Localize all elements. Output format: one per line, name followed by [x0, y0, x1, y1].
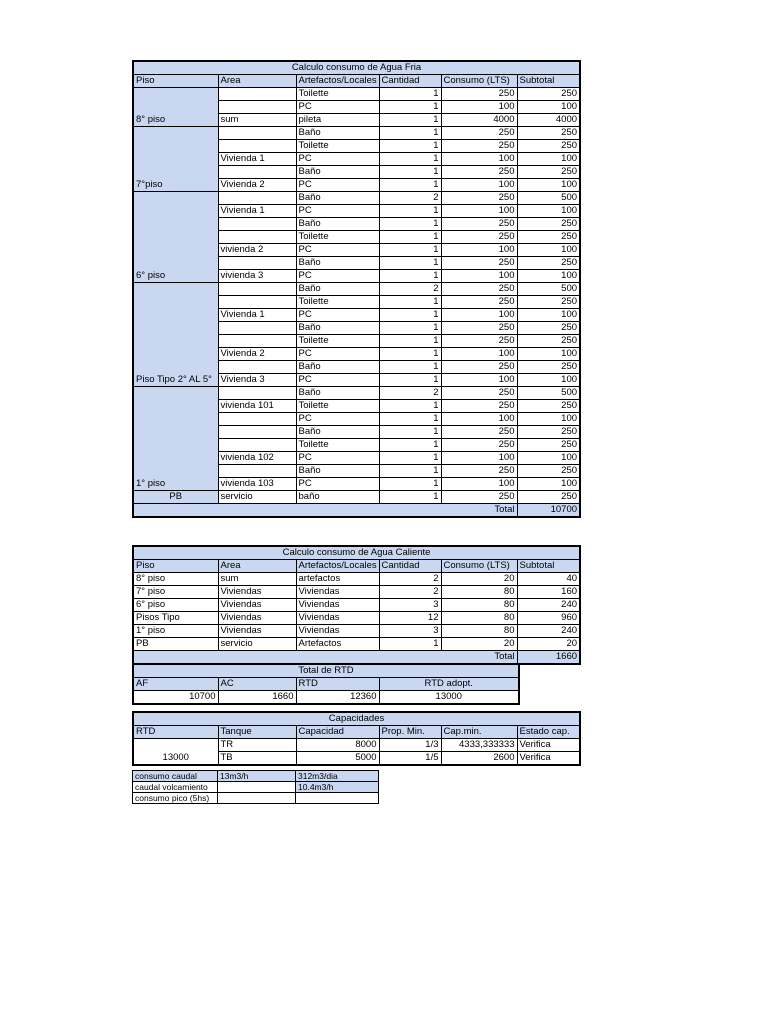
estado-cap-cell: Verifica [517, 752, 580, 766]
piso-cell: Pisos Tipo [133, 612, 218, 625]
consumo-cell: 250 [441, 257, 517, 270]
consumo-cell: 4000 [441, 114, 517, 127]
subtotal-cell: 250 [517, 140, 580, 153]
agua-fria-body [133, 61, 580, 517]
piso-cell: Piso Tipo 2° AL 5° [133, 283, 218, 387]
tanque-cell: TR [218, 739, 296, 752]
subtotal-cell: 250 [517, 166, 580, 179]
piso-cell: 8° piso [133, 573, 218, 586]
artefacto-cell: Baño [296, 166, 379, 179]
header-subtotal: Subtotal [517, 75, 580, 88]
header-estado-cap: Estado cap. [517, 726, 580, 739]
piso-cell: 6° piso [133, 192, 218, 283]
piso-cell: 1° piso [133, 625, 218, 638]
agua-fria-table [132, 60, 581, 518]
caudal-value-2: 312m3/dia [296, 771, 379, 782]
area-cell [218, 166, 296, 179]
subtotal-cell: 250 [517, 257, 580, 270]
cantidad-cell: 2 [379, 387, 441, 400]
caudal-label: caudal volcamiento [133, 782, 218, 793]
header-consumo: Consumo (LTS) [441, 560, 517, 573]
capacidades-table [132, 711, 581, 766]
artefacto-cell: Viviendas [296, 599, 379, 612]
artefacto-cell: Baño [296, 361, 379, 374]
table-row [133, 491, 580, 504]
artefacto-cell: Toilette [296, 296, 379, 309]
artefacto-cell: Viviendas [296, 586, 379, 599]
area-cell [218, 127, 296, 140]
header-piso: Piso [133, 560, 218, 573]
consumo-cell: 250 [441, 127, 517, 140]
header-consumo: Consumo (LTS) [441, 75, 517, 88]
cantidad-cell: 1 [379, 426, 441, 439]
header-artefactos: Artefactos/Locales [296, 560, 379, 573]
area-cell: servicio [218, 491, 296, 504]
subtotal-cell: 250 [517, 127, 580, 140]
area-cell [218, 465, 296, 478]
agua-caliente-table [132, 545, 581, 665]
subtotal-cell: 250 [517, 439, 580, 452]
area-cell: Vivienda 1 [218, 309, 296, 322]
piso-cell: PB [133, 491, 218, 504]
cantidad-cell: 3 [379, 625, 441, 638]
table-row [133, 88, 580, 101]
area-cell: Vivienda 1 [218, 205, 296, 218]
prop-min-cell: 1/3 [379, 739, 441, 752]
subtotal-cell: 250 [517, 335, 580, 348]
area-cell: Vivienda 1 [218, 153, 296, 166]
artefacto-cell: PC [296, 205, 379, 218]
cap-min-cell: 4333,333333 [441, 739, 517, 752]
subtotal-cell: 100 [517, 244, 580, 257]
area-cell [218, 335, 296, 348]
cantidad-cell: 1 [379, 205, 441, 218]
subtotal-cell: 100 [517, 413, 580, 426]
subtotal-cell: 160 [517, 586, 580, 599]
subtotal-cell: 100 [517, 205, 580, 218]
table-row [133, 612, 580, 625]
subtotal-cell: 500 [517, 283, 580, 296]
caudal-value-2 [296, 793, 379, 804]
subtotal-cell: 100 [517, 153, 580, 166]
artefacto-cell: Baño [296, 218, 379, 231]
artefacto-cell: PC [296, 478, 379, 491]
header-cap-min: Cap.min. [441, 726, 517, 739]
area-cell: Viviendas [218, 586, 296, 599]
area-cell: Viviendas [218, 625, 296, 638]
cantidad-cell: 1 [379, 491, 441, 504]
consumo-cell: 100 [441, 153, 517, 166]
consumo-cell: 100 [441, 413, 517, 426]
subtotal-cell: 100 [517, 452, 580, 465]
artefacto-cell: baño [296, 491, 379, 504]
agua-fria-title: Calculo consumo de Agua Fria [133, 61, 580, 75]
consumo-cell: 250 [441, 322, 517, 335]
consumo-cell: 20 [441, 573, 517, 586]
artefacto-cell: Toilette [296, 88, 379, 101]
area-cell [218, 387, 296, 400]
table-row [133, 573, 580, 586]
subtotal-cell: 250 [517, 218, 580, 231]
subtotal-cell: 240 [517, 625, 580, 638]
subtotal-cell: 100 [517, 101, 580, 114]
area-cell: Viviendas [218, 599, 296, 612]
header-af: AF [133, 678, 218, 691]
agua-caliente-body [133, 546, 580, 664]
artefacto-cell: PC [296, 179, 379, 192]
rtd-title: Total de RTD [133, 664, 519, 678]
caudal-value-1 [218, 782, 296, 793]
consumo-cell: 250 [441, 465, 517, 478]
area-cell: vivienda 2 [218, 244, 296, 257]
header-rtd: RTD [296, 678, 379, 691]
cantidad-cell: 2 [379, 283, 441, 296]
table-row [133, 625, 580, 638]
caudal-value-1 [218, 793, 296, 804]
area-cell [218, 231, 296, 244]
area-cell: vivienda 102 [218, 452, 296, 465]
artefacto-cell: Toilette [296, 231, 379, 244]
artefacto-cell: Baño [296, 387, 379, 400]
area-cell [218, 426, 296, 439]
artefacto-cell: Baño [296, 322, 379, 335]
area-cell: vivienda 3 [218, 270, 296, 283]
capacidades-header-row [133, 726, 580, 739]
piso-cell: 6° piso [133, 599, 218, 612]
consumo-cell: 250 [441, 88, 517, 101]
consumo-cell: 250 [441, 400, 517, 413]
artefacto-cell: Baño [296, 257, 379, 270]
area-cell [218, 361, 296, 374]
consumo-cell: 100 [441, 179, 517, 192]
area-cell [218, 218, 296, 231]
artefacto-cell: Toilette [296, 140, 379, 153]
total-row [133, 504, 580, 518]
artefacto-cell: Toilette [296, 335, 379, 348]
table-row [133, 771, 379, 782]
header-rtd: RTD [133, 726, 218, 739]
artefacto-cell: PC [296, 153, 379, 166]
cantidad-cell: 1 [379, 452, 441, 465]
subtotal-cell: 100 [517, 309, 580, 322]
consumo-cell: 100 [441, 309, 517, 322]
subtotal-cell: 100 [517, 478, 580, 491]
consumo-cell: 100 [441, 452, 517, 465]
artefacto-cell: Toilette [296, 439, 379, 452]
total-label: Total [133, 651, 517, 665]
header-ac: AC [218, 678, 296, 691]
capacidad-cell: 5000 [296, 752, 379, 766]
artefacto-cell: Viviendas [296, 625, 379, 638]
subtotal-cell: 250 [517, 426, 580, 439]
cantidad-cell: 1 [379, 413, 441, 426]
cantidad-cell: 1 [379, 465, 441, 478]
rtd-ac-value: 1660 [218, 691, 296, 705]
consumo-cell: 80 [441, 599, 517, 612]
cantidad-cell: 1 [379, 348, 441, 361]
piso-cell: PB [133, 638, 218, 651]
area-cell: vivienda 101 [218, 400, 296, 413]
subtotal-cell: 100 [517, 270, 580, 283]
cantidad-cell: 1 [379, 361, 441, 374]
subtotal-cell: 500 [517, 387, 580, 400]
piso-cell: 7° piso [133, 586, 218, 599]
header-cantidad: Cantidad [379, 75, 441, 88]
cantidad-cell: 1 [379, 153, 441, 166]
total-value: 10700 [517, 504, 580, 518]
area-cell: Vivienda 2 [218, 348, 296, 361]
caudal-label: consumo caudal [133, 771, 218, 782]
table-row [133, 793, 379, 804]
artefacto-cell: Baño [296, 192, 379, 205]
consumo-cell: 250 [441, 491, 517, 504]
area-cell: sum [218, 114, 296, 127]
area-cell [218, 439, 296, 452]
cantidad-cell: 1 [379, 140, 441, 153]
consumo-cell: 250 [441, 335, 517, 348]
cantidad-cell: 1 [379, 322, 441, 335]
rtd-header-row [133, 678, 519, 691]
subtotal-cell: 960 [517, 612, 580, 625]
subtotal-cell: 100 [517, 374, 580, 387]
cap-min-cell: 2600 [441, 752, 517, 766]
agua-caliente-title: Calculo consumo de Agua Caliente [133, 546, 580, 560]
capacidades-rtd-value: 13000 [133, 739, 218, 766]
table-row [133, 283, 580, 296]
rtd-values-row [133, 691, 519, 705]
subtotal-cell: 250 [517, 400, 580, 413]
piso-cell: 8° piso [133, 88, 218, 127]
subtotal-cell: 250 [517, 361, 580, 374]
rtd-total-value: 12360 [296, 691, 379, 705]
consumo-cell: 100 [441, 244, 517, 257]
table-row [133, 387, 580, 400]
table-row [133, 192, 580, 205]
artefacto-cell: PC [296, 101, 379, 114]
cantidad-cell: 12 [379, 612, 441, 625]
cantidad-cell: 1 [379, 309, 441, 322]
artefacto-cell: Baño [296, 283, 379, 296]
consumo-cell: 250 [441, 192, 517, 205]
area-cell [218, 257, 296, 270]
cantidad-cell: 2 [379, 586, 441, 599]
piso-cell: 7°piso [133, 127, 218, 192]
subtotal-cell: 250 [517, 322, 580, 335]
cantidad-cell: 1 [379, 257, 441, 270]
header-artefactos: Artefactos/Locales [296, 75, 379, 88]
consumo-cell: 250 [441, 296, 517, 309]
area-cell: servicio [218, 638, 296, 651]
table-row [133, 739, 580, 752]
estado-cap-cell: Verifica [517, 739, 580, 752]
subtotal-cell: 250 [517, 88, 580, 101]
cantidad-cell: 1 [379, 478, 441, 491]
header-prop-min: Prop. Min. [379, 726, 441, 739]
consumo-cell: 100 [441, 348, 517, 361]
cantidad-cell: 1 [379, 218, 441, 231]
cantidad-cell: 1 [379, 400, 441, 413]
consumo-cell: 250 [441, 218, 517, 231]
cantidad-cell: 1 [379, 231, 441, 244]
rtd-table [132, 663, 520, 705]
rtd-adopt-value: 13000 [379, 691, 519, 705]
subtotal-cell: 250 [517, 491, 580, 504]
cantidad-cell: 1 [379, 439, 441, 452]
caudal-value-2: 10.4m3/h [296, 782, 379, 793]
subtotal-cell: 20 [517, 638, 580, 651]
cantidad-cell: 1 [379, 244, 441, 257]
area-cell: Vivienda 3 [218, 374, 296, 387]
area-cell: sum [218, 573, 296, 586]
table-row [133, 127, 580, 140]
area-cell: Vivienda 2 [218, 179, 296, 192]
header-area: Area [218, 560, 296, 573]
header-tanque: Tanque [218, 726, 296, 739]
subtotal-cell: 100 [517, 179, 580, 192]
header-capacidad: Capacidad [296, 726, 379, 739]
consumo-cell: 250 [441, 387, 517, 400]
cantidad-cell: 1 [379, 179, 441, 192]
cantidad-cell: 1 [379, 114, 441, 127]
agua-caliente-header-row [133, 560, 580, 573]
caudal-table [132, 770, 379, 804]
table-row [133, 586, 580, 599]
table-row [133, 599, 580, 612]
cantidad-cell: 2 [379, 573, 441, 586]
cantidad-cell: 1 [379, 270, 441, 283]
area-cell [218, 296, 296, 309]
area-cell [218, 140, 296, 153]
header-cantidad: Cantidad [379, 560, 441, 573]
total-label: Total [133, 504, 517, 518]
cantidad-cell: 1 [379, 638, 441, 651]
area-cell: vivienda 103 [218, 478, 296, 491]
table-row [133, 782, 379, 793]
subtotal-cell: 250 [517, 296, 580, 309]
total-row [133, 651, 580, 665]
caudal-label: consumo pico (5hs) [133, 793, 218, 804]
subtotal-cell: 250 [517, 231, 580, 244]
area-cell [218, 88, 296, 101]
artefacto-cell: PC [296, 309, 379, 322]
consumo-cell: 100 [441, 205, 517, 218]
consumo-cell: 250 [441, 426, 517, 439]
area-cell [218, 413, 296, 426]
area-cell [218, 322, 296, 335]
table-row [133, 638, 580, 651]
area-cell [218, 101, 296, 114]
consumo-cell: 250 [441, 361, 517, 374]
capacidad-cell: 8000 [296, 739, 379, 752]
artefacto-cell: Baño [296, 465, 379, 478]
artefacto-cell: Viviendas [296, 612, 379, 625]
consumo-cell: 250 [441, 166, 517, 179]
piso-cell: 1° piso [133, 387, 218, 491]
artefacto-cell: PC [296, 374, 379, 387]
header-area: Area [218, 75, 296, 88]
artefacto-cell: PC [296, 452, 379, 465]
tanque-cell: TB [218, 752, 296, 766]
consumo-cell: 80 [441, 625, 517, 638]
cantidad-cell: 1 [379, 88, 441, 101]
cantidad-cell: 1 [379, 296, 441, 309]
agua-fria-header-row [133, 75, 580, 88]
consumo-cell: 100 [441, 101, 517, 114]
subtotal-cell: 100 [517, 348, 580, 361]
artefacto-cell: PC [296, 244, 379, 257]
subtotal-cell: 500 [517, 192, 580, 205]
artefacto-cell: PC [296, 413, 379, 426]
caudal-value-1: 13m3/h [218, 771, 296, 782]
consumo-cell: 20 [441, 638, 517, 651]
cantidad-cell: 1 [379, 127, 441, 140]
cantidad-cell: 1 [379, 166, 441, 179]
artefacto-cell: PC [296, 348, 379, 361]
cantidad-cell: 2 [379, 192, 441, 205]
cantidad-cell: 1 [379, 374, 441, 387]
consumo-cell: 250 [441, 439, 517, 452]
area-cell [218, 192, 296, 205]
subtotal-cell: 40 [517, 573, 580, 586]
prop-min-cell: 1/5 [379, 752, 441, 766]
artefacto-cell: Baño [296, 127, 379, 140]
consumo-cell: 100 [441, 478, 517, 491]
header-rtd-adopt: RTD adopt. [379, 678, 519, 691]
header-piso: Piso [133, 75, 218, 88]
artefacto-cell: artefactos [296, 573, 379, 586]
consumo-cell: 100 [441, 270, 517, 283]
area-cell [218, 283, 296, 296]
artefacto-cell: PC [296, 270, 379, 283]
artefacto-cell: Toilette [296, 400, 379, 413]
area-cell: Viviendas [218, 612, 296, 625]
artefacto-cell: Artefactos [296, 638, 379, 651]
cantidad-cell: 1 [379, 335, 441, 348]
header-subtotal: Subtotal [517, 560, 580, 573]
total-value: 1660 [517, 651, 580, 665]
consumo-cell: 250 [441, 283, 517, 296]
consumo-cell: 80 [441, 586, 517, 599]
consumo-cell: 100 [441, 374, 517, 387]
subtotal-cell: 4000 [517, 114, 580, 127]
consumo-cell: 80 [441, 612, 517, 625]
rtd-af-value: 10700 [133, 691, 218, 705]
cantidad-cell: 1 [379, 101, 441, 114]
subtotal-cell: 250 [517, 465, 580, 478]
consumo-cell: 250 [441, 231, 517, 244]
capacidades-title: Capacidades [133, 712, 580, 726]
cantidad-cell: 3 [379, 599, 441, 612]
artefacto-cell: pileta [296, 114, 379, 127]
subtotal-cell: 240 [517, 599, 580, 612]
artefacto-cell: Baño [296, 426, 379, 439]
consumo-cell: 250 [441, 140, 517, 153]
